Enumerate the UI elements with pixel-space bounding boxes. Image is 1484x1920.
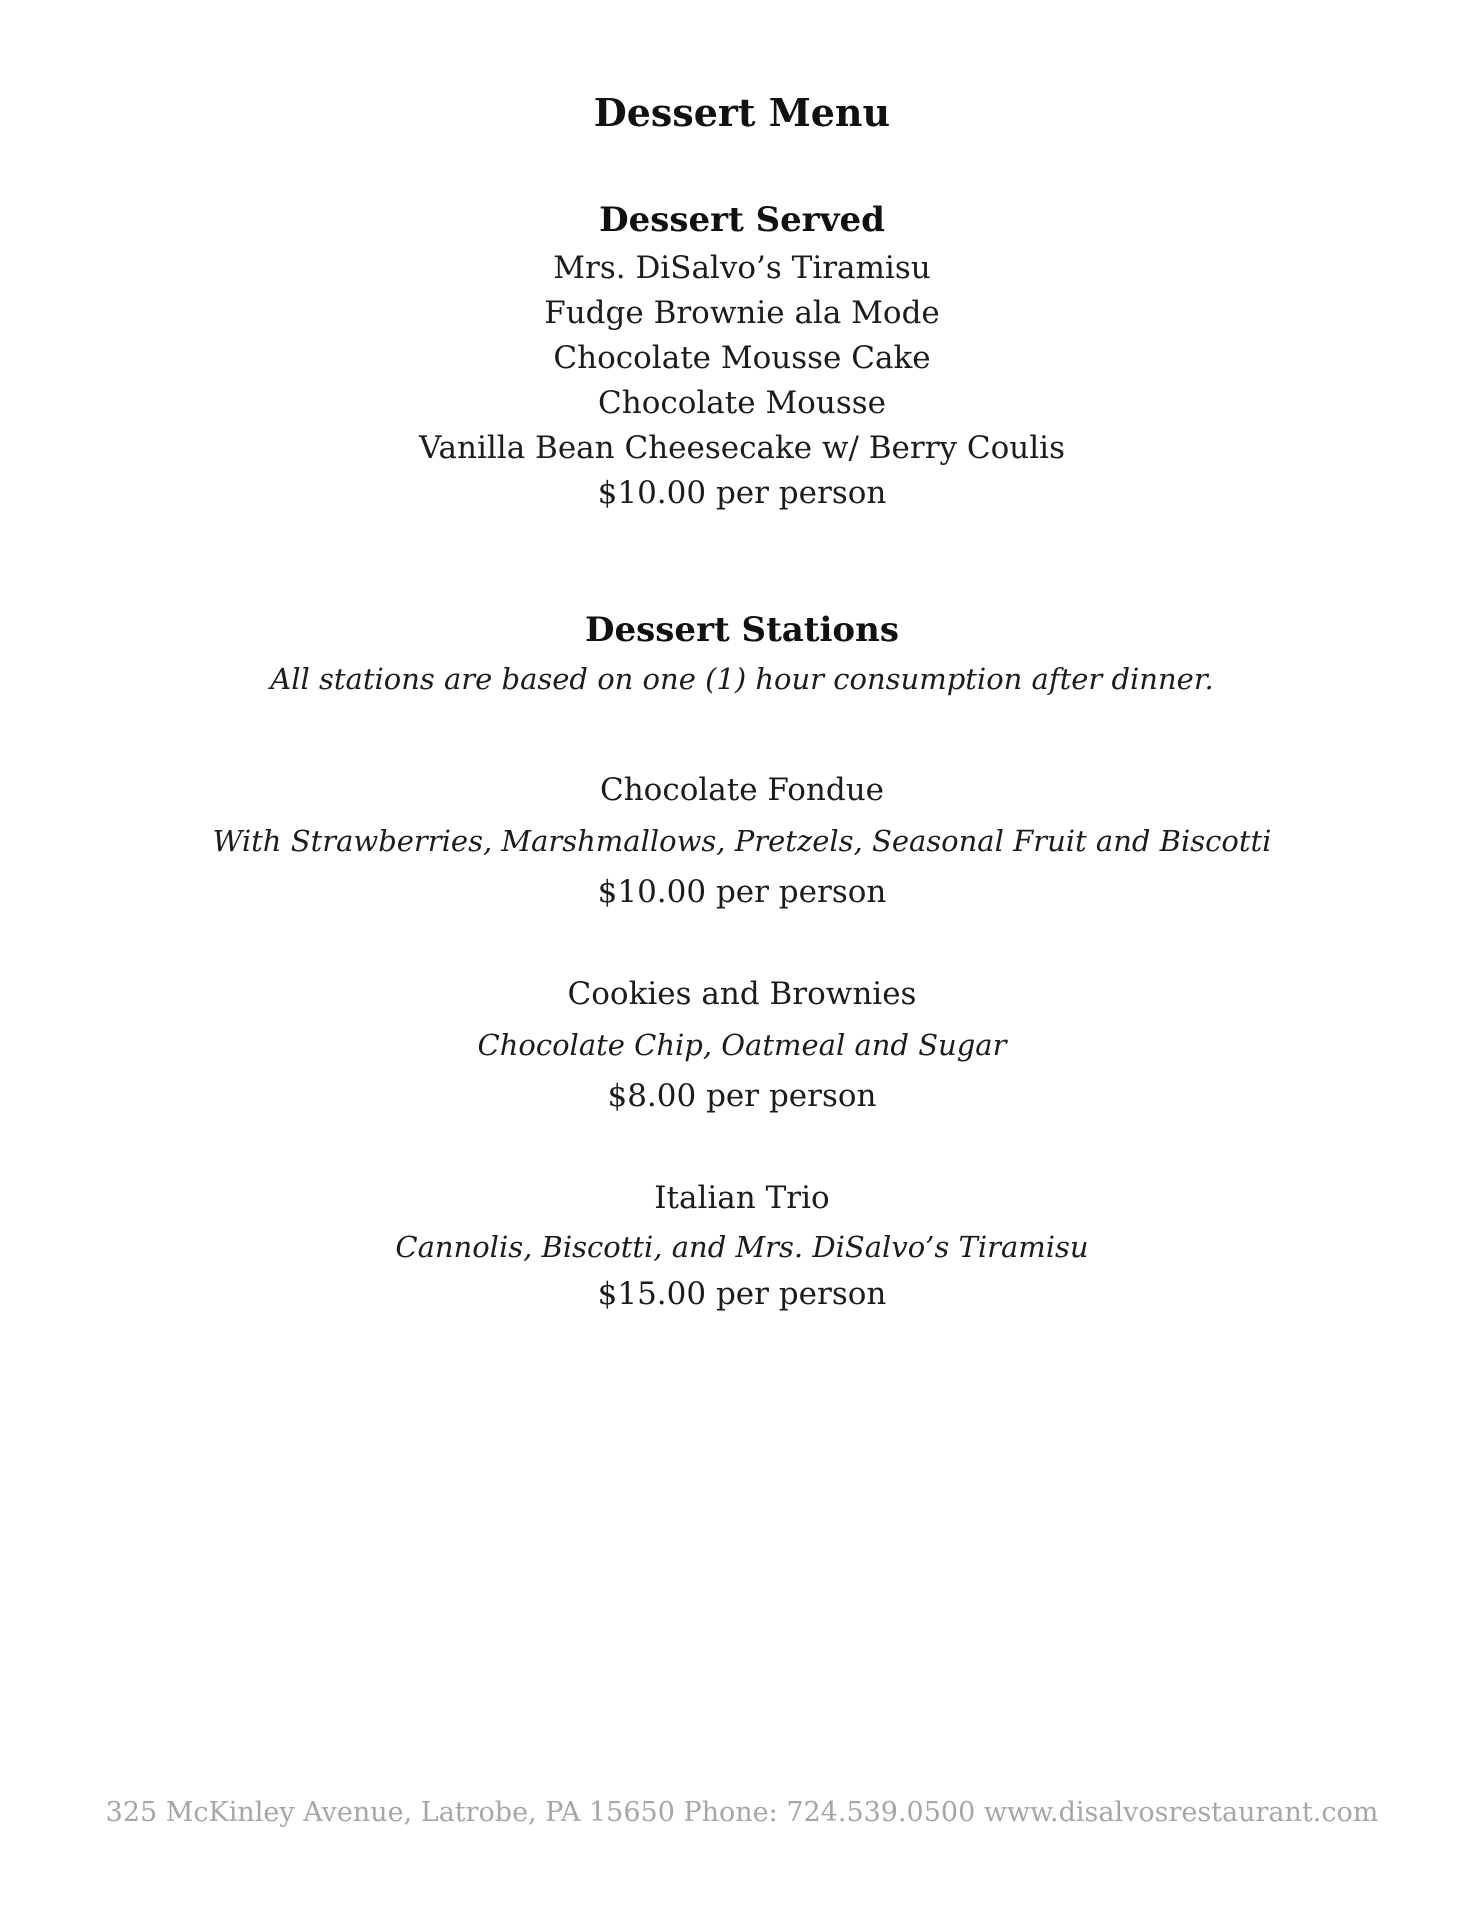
- footer-contact: 325 McKinley Avenue, Latrobe, PA 15650 Phone: 724.539.0500 www.disalvosrestaurant.com: [105, 1797, 1379, 1828]
- station-price: $8.00 per person: [607, 1078, 877, 1114]
- station-name: Italian Trio: [654, 1180, 830, 1216]
- stations-note: All stations are based on one (1) hour consumption after dinner.: [270, 662, 1214, 696]
- station-name: Chocolate Fondue: [599, 772, 885, 808]
- served-item: Chocolate Mousse: [598, 385, 886, 421]
- station-description: Chocolate Chip, Oatmeal and Sugar: [477, 1028, 1007, 1062]
- served-item: Fudge Brownie ala Mode: [544, 295, 940, 331]
- stations-heading: Dessert Stations: [585, 610, 899, 650]
- page-title: Dessert Menu: [593, 90, 891, 135]
- station-description: With Strawberries, Marshmallows, Pretzels, Seasonal Fruit and Biscotti: [212, 824, 1272, 858]
- served-item: Chocolate Mousse Cake: [553, 340, 931, 376]
- served-item: Vanilla Bean Cheesecake w/ Berry Coulis: [418, 430, 1065, 466]
- station-name: Cookies and Brownies: [567, 976, 917, 1012]
- served-price: $10.00 per person: [597, 475, 887, 511]
- station-price: $10.00 per person: [597, 874, 887, 910]
- served-heading: Dessert Served: [599, 200, 885, 240]
- station-description: Cannolis, Biscotti, and Mrs. DiSalvo’s Tiramisu: [395, 1230, 1089, 1264]
- served-item: Mrs. DiSalvo’s Tiramisu: [553, 250, 931, 286]
- station-price: $15.00 per person: [597, 1276, 887, 1312]
